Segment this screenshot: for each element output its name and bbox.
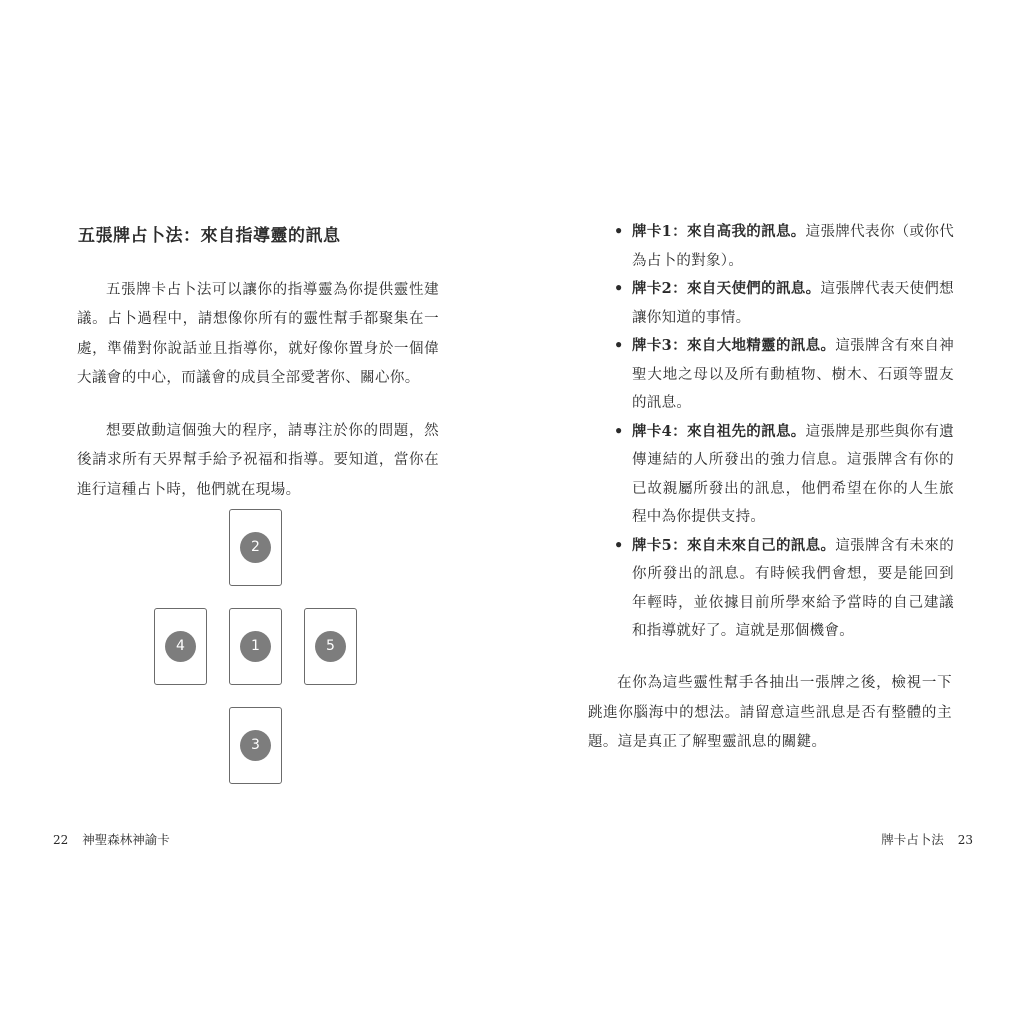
- bullet-icon: •: [614, 536, 624, 554]
- page-number: 23: [957, 833, 973, 847]
- section-title: 牌卡占卜法: [881, 832, 944, 847]
- card-position-1: [229, 608, 282, 685]
- bullet-text: 這張牌代表你（或你代為占卜的對象）。: [632, 224, 954, 269]
- list-item: [614, 332, 954, 418]
- card-number-badge: 4: [165, 631, 196, 662]
- intro-paragraph: 五張牌卡占卜法可以讓你的指導靈為你提供靈性建議。占卜過程中，請想像你所有的靈性幫手都聚集在一處，準備對你說話並且指導你，就好像你置身於一個偉大議會的中心，而議會的成員全部愛著你、關心你。: [77, 282, 439, 386]
- page-number: 22: [53, 833, 69, 847]
- closing-paragraph: 在你為這些靈性幫手各抽出一張牌之後，檢視一下跳進你腦海中的想法。請留意這些訊息是否有整體的主題。這是真正了解聖靈訊息的關鍵。: [588, 675, 952, 750]
- left-footer: [53, 830, 170, 848]
- bullet-title: 牌卡5：來自未來自己的訊息。: [632, 536, 836, 554]
- bullet-icon: •: [614, 280, 624, 297]
- list-item: [614, 532, 954, 646]
- bullet-title: 牌卡2：來自天使們的訊息。: [632, 280, 821, 297]
- card-number-badge: 3: [240, 730, 271, 761]
- bullet-title: 牌卡4：來自祖先的訊息。: [632, 422, 806, 440]
- section-heading: 五張牌占卜法：來自指導靈的訊息: [78, 226, 341, 246]
- bullet-icon: •: [614, 223, 624, 240]
- list-item: [614, 218, 954, 275]
- right-footer: [881, 830, 973, 848]
- bullet-icon: •: [614, 337, 624, 354]
- bullet-icon: •: [614, 422, 624, 440]
- card-position-2: [229, 509, 282, 586]
- bullet-title: 牌卡1：來自高我的訊息。: [632, 223, 806, 240]
- card-position-4: [154, 608, 207, 685]
- book-title: 神聖森林神諭卡: [82, 832, 170, 847]
- bullet-text: 這張牌含有來自神聖大地之母以及所有動植物、樹木、石頭等盟友的訊息。: [632, 338, 954, 411]
- instruction-paragraph: 想要啟動這個強大的程序，請專注於你的問題，然後請求所有天界幫手給予祝福和指導。要知道，當你在進行這種占卜時，他們就在現場。: [77, 423, 439, 498]
- bullet-text: 這張牌是那些與你有遺傳連結的人所發出的強力信息。這張牌含有你的已故親屬所發出的訊息，他們希望在你的人生旅程中為你提供支持。: [632, 423, 954, 525]
- list-item: [614, 418, 954, 532]
- card-number-badge: 5: [315, 631, 346, 662]
- card-number-badge: 2: [240, 532, 271, 563]
- bullet-text: 這張牌代表天使們想讓你知道的事情。: [632, 281, 954, 326]
- card-meaning-list: [614, 218, 954, 646]
- bullet-title: 牌卡3：來自大地精靈的訊息。: [632, 337, 836, 354]
- bullet-text: 這張牌含有未來的你所發出的訊息。有時候我們會想，要是能回到年輕時，並依據目前所學來給予當時的自己建議和指導就好了。這就是那個機會。: [632, 537, 954, 639]
- card-position-3: [229, 707, 282, 784]
- list-item: [614, 275, 954, 332]
- card-number-badge: 1: [240, 631, 271, 662]
- card-position-5: [304, 608, 357, 685]
